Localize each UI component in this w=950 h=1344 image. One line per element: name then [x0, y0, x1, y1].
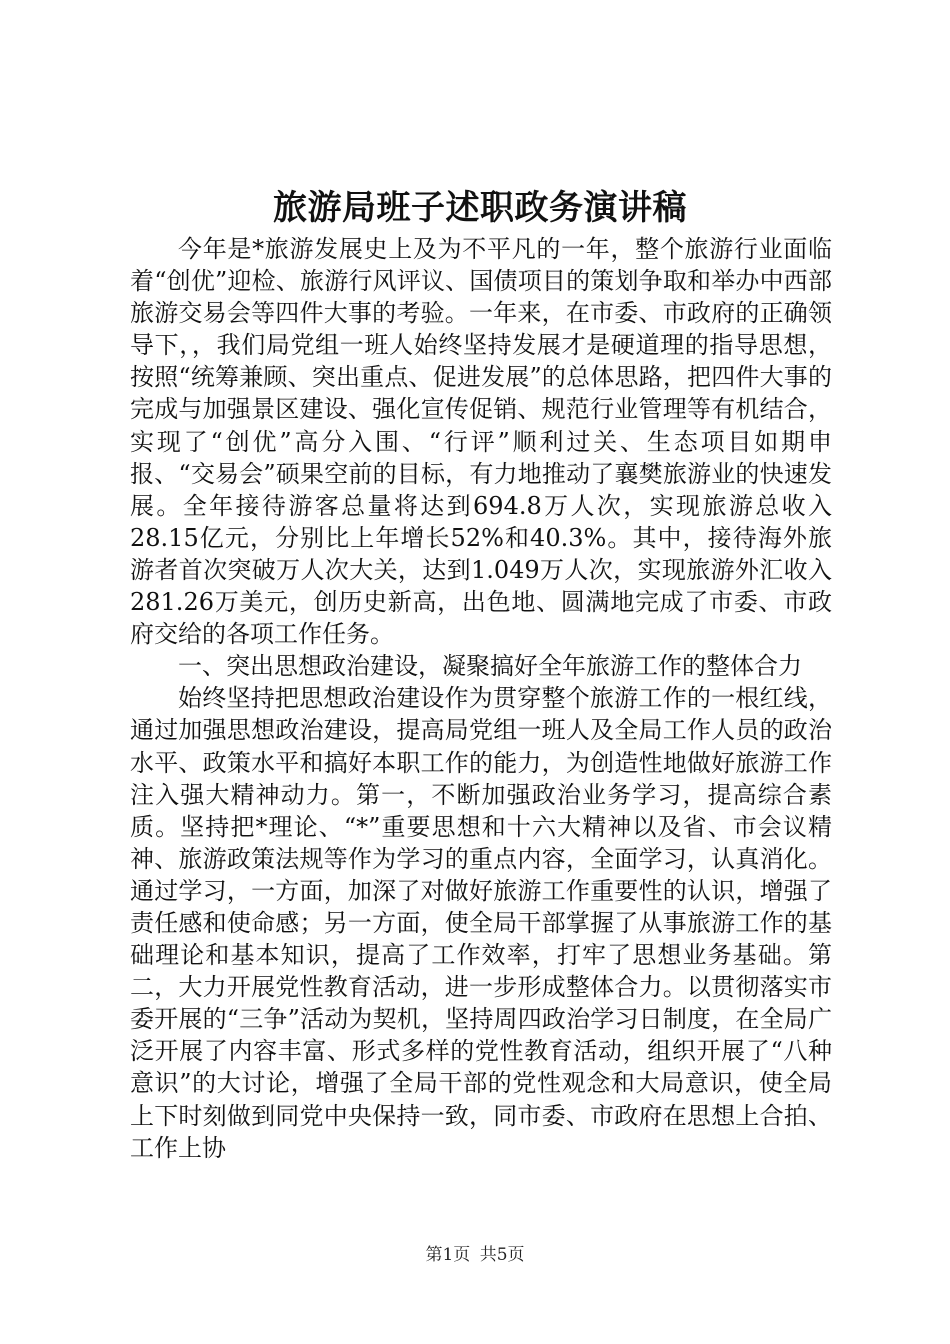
- section-heading-1: 一、突出思想政治建设，凝聚搞好全年旅游工作的整体合力: [178, 652, 802, 681]
- document-body: [130, 233, 832, 1164]
- paragraph-section-1: 始终坚持把思想政治建设作为贯穿整个旅游工作的一根红线，通过加强思想政治建设，提高局党组一班人及全局工作人员的政治水平、政策水平和搞好本职工作的能力，为创造性地做好旅游工作注入强大精神动力。第一，不断加强政治业务学习，提高综合素质。坚持把*理论、“*”重要思想和十六大精神以及省、市会议精神、旅游政策法规等作为学习的重点内容，全面学习，认真消化。通过学习，一方面，加深了对做好旅游工作重要性的认识，增强了责任感和使命感；另一方面，使全局干部掌握了从事旅游工作的基础理论和基本知识，提高了工作效率，打牢了思想业务基础。第二，大力开展党性教育活动，进一步形成整体合力。以贯彻落实市委开展的“三争”活动为契机，坚持周四政治学习日制度，在全局广泛开展了内容丰富、形式多样的党性教育活动，组织开展了“八种意识”的大讨论，增强了全局干部的党性观念和大局意识，使全局上下时刻做到同党中央保持一致，同市委、市政府在思想上合拍、工作上协: [130, 684, 832, 1162]
- page-number: 第1页: [425, 1245, 471, 1265]
- page-footer: [0, 1244, 950, 1266]
- page-total: 共5页: [479, 1245, 525, 1265]
- document-title: 旅游局班子述职政务演讲稿: [273, 188, 687, 228]
- paragraph-intro: 今年是*旅游发展史上及为不平凡的一年，整个旅游行业面临着“创优”迎检、旅游行风评议、国债项目的策划争取和举办中西部旅游交易会等四件大事的考验。一年来，在市委、市政府的正确领导下，，我们局党组一班人始终坚持发展才是硬道理的指导思想，按照“统筹兼顾、突出重点、促进发展”的总体思路，把四件大事的完成与加强景区建设、强化宣传促销、规范行业管理等有机结合，实现了“创优”高分入围、“行评”顺利过关、生态项目如期申报、“交易会”硕果空前的目标，有力地推动了襄樊旅游业的快速发展。全年接待游客总量将达到694.8万人次，实现旅游总收入28.15亿元，分别比上年增长52%和40.3%。其中，接待海外旅游者首次突破万人次大关，达到1.049万人次，实现旅游外汇收入281.26万美元，创历史新高，出色地、圆满地完成了市委、市政府交给的各项工作任务。: [130, 235, 832, 649]
